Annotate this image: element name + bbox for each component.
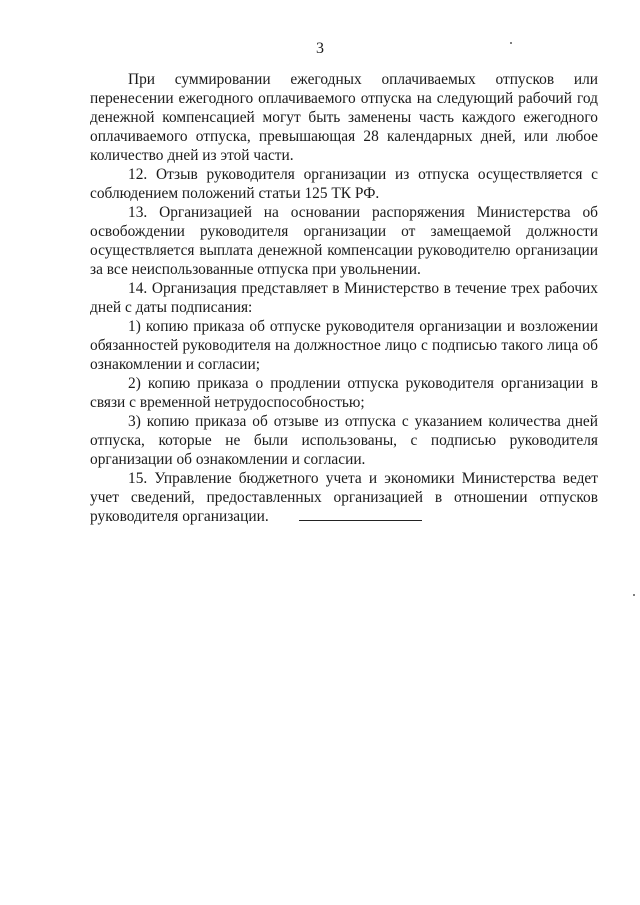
document-body <box>90 70 598 526</box>
list-item-3: 3) копию приказа об отзыве из отпуска с указанием количества дней отпуска, которые не были использованы, с подписью руководителя организации об ознакомлении и согласии. <box>90 413 598 468</box>
paragraph-12-recall: 12. Отзыв руководителя организации из отпуска осуществляется с соблюдением положений статьи 125 ТК РФ. <box>90 166 598 202</box>
separator-line <box>299 520 422 521</box>
page-number: 3 <box>316 40 324 57</box>
paragraph-vacation-compensation: При суммировании ежегодных оплачиваемых отпусков или перенесении ежегодного оплачиваемого отпуска на следующий рабочий год денежной компенсацией могут быть заменены часть каждого ежегодного оплачиваемого отпуска, превышающая 28 календарных дней, или любое количество дней из этой части. <box>90 71 598 164</box>
list-item-2: 2) копию приказа о продлении отпуска руководителя организации в связи с временной нетрудоспособностью; <box>90 375 598 411</box>
scan-speck <box>633 594 635 596</box>
paragraph-14-documents: 14. Организация представляет в Министерство в течение трех рабочих дней с даты подписания: <box>90 280 598 316</box>
list-item-1: 1) копию приказа об отпуске руководителя организации и возложении обязанностей руководителя на должностное лицо с подписью такого лица об ознакомлении и согласии; <box>90 318 598 373</box>
paragraph-13-dismissal-compensation: 13. Организацией на основании распоряжения Министерства об освобождении руководителя организации от замещаемой должности осуществляется выплата денежной компенсации руководителю организации за все неиспользованные отпуска при увольнении. <box>90 204 598 278</box>
paragraph-15-accounting: 15. Управление бюджетного учета и экономики Министерства ведет учет сведений, предоставленных организацией в отношении отпусков руководителя организации. <box>90 470 598 525</box>
scan-speck <box>510 42 512 44</box>
